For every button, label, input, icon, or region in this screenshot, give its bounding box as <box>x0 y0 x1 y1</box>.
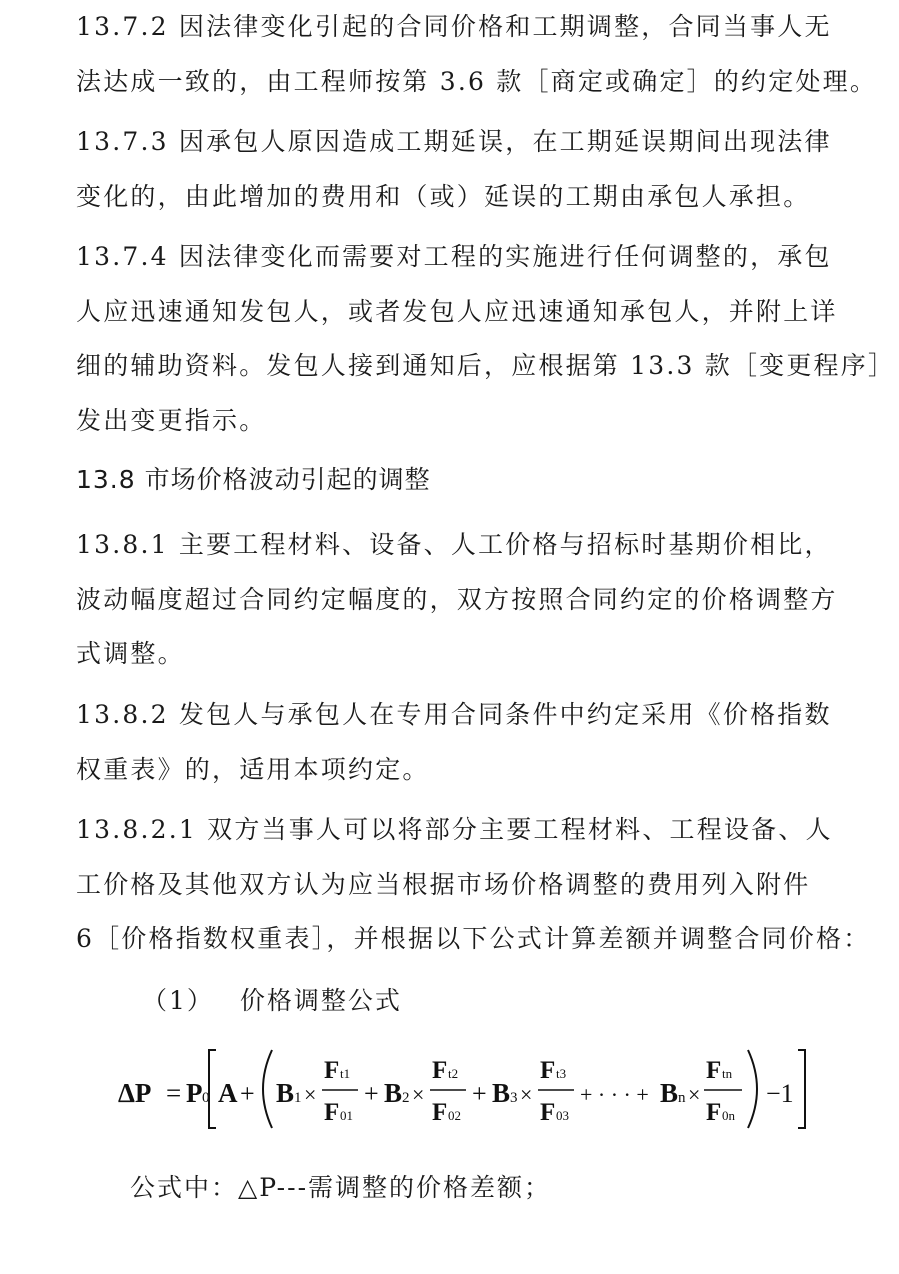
formula-a: A <box>218 1078 238 1108</box>
formula-b3: B <box>492 1078 511 1108</box>
clause-line: 细的辅助资料。发包人接到通知后，应根据第 13.3 款［变更程序］ <box>76 351 896 380</box>
formula-b1: B <box>276 1078 295 1108</box>
formula-p0-sub: 0 <box>202 1090 210 1106</box>
formula-number: （1） <box>142 986 214 1015</box>
formula-plus: + <box>472 1079 487 1108</box>
clause-line: 法达成一致的，由工程师按第 3.6 款［商定或确定］的约定处理。 <box>76 66 878 96</box>
clause-line: 人应迅速通知发包人，或者发包人应迅速通知承包人，并附上详 <box>76 296 838 326</box>
section-heading-13-8: 13.8 市场价格波动引起的调整 <box>76 465 431 494</box>
formula-times: × <box>412 1082 425 1107</box>
clause-13-7-2 <box>76 0 878 109</box>
clause-13-7-4 <box>76 230 896 448</box>
clause-line: 式调整。 <box>76 639 185 668</box>
clause-line: 13.7.4 因法律变化而需要对工程的实施进行任何调整的，承包 <box>76 242 832 271</box>
formula-b1-sub: 1 <box>294 1090 302 1106</box>
fraction-ft3: F <box>540 1057 556 1084</box>
right-square-bracket <box>798 1050 805 1128</box>
clause-line: 13.8.2 发包人与承包人在专用合同条件中约定采用《价格指数 <box>76 700 832 729</box>
fraction-ft1: F <box>324 1057 340 1084</box>
formula-lhs: ΔP <box>118 1078 152 1108</box>
formula-bn-sub: n <box>678 1090 686 1106</box>
fraction-f02-sub: 02 <box>448 1108 461 1123</box>
clause-line: 工价格及其他双方认为应当根据市场价格调整的费用列入附件 <box>76 869 811 899</box>
clause-line: 变化的，由此增加的费用和（或）延误的工期由承包人承担。 <box>76 181 811 211</box>
fraction-f03-sub: 03 <box>556 1108 569 1123</box>
formula-equals: = <box>166 1078 182 1108</box>
formula-times: × <box>304 1082 317 1107</box>
clause-line: 13.8.2.1 双方当事人可以将部分主要工程材料、工程设备、人 <box>76 815 833 844</box>
fraction-ftn: F <box>706 1057 722 1084</box>
left-square-bracket <box>209 1050 216 1128</box>
clause-13-8-2 <box>76 688 836 797</box>
formula-minus-one: −1 <box>766 1079 794 1108</box>
formula-note: 公式中：△P---需调整的价格差额； <box>130 1173 552 1202</box>
formula-bn: B <box>660 1078 679 1108</box>
fraction-ft1-sub: t1 <box>340 1066 351 1081</box>
formula-ellipsis: + · · · + <box>580 1082 649 1107</box>
formula-b2-sub: 2 <box>402 1090 410 1106</box>
clause-13-7-3 <box>76 115 836 224</box>
formula-p0: P <box>186 1078 203 1108</box>
clause-line: 发出变更指示。 <box>76 405 267 435</box>
formula-b2: B <box>384 1078 403 1108</box>
left-paren <box>263 1050 272 1128</box>
price-adjustment-formula <box>100 1040 820 1140</box>
formula-plus: + <box>364 1079 379 1108</box>
formula-title <box>142 979 402 1023</box>
fraction-f0n-sub: 0n <box>722 1108 735 1123</box>
fraction-f0n: F <box>706 1099 722 1126</box>
clause-line: 13.7.2 因法律变化引起的合同价格和工期调整，合同当事人无 <box>76 12 832 41</box>
right-paren <box>748 1050 757 1128</box>
fraction-ft2-sub: t2 <box>448 1066 459 1081</box>
clause-13-8-2-1 <box>76 803 871 967</box>
clause-13-8-1 <box>76 518 836 682</box>
formula-times: × <box>520 1082 533 1107</box>
fraction-ft2: F <box>432 1057 448 1084</box>
fraction-f01-sub: 01 <box>340 1108 353 1123</box>
formula-title-text: 价格调整公式 <box>239 986 402 1015</box>
clause-line: 6［价格指数权重表］，并根据以下公式计算差额并调整合同价格： <box>76 924 871 953</box>
fraction-f02: F <box>432 1099 448 1126</box>
clause-line: 13.8.1 主要工程材料、设备、人工价格与招标时基期价相比， <box>76 530 832 559</box>
formula-plus: + <box>240 1079 255 1108</box>
fraction-ft3-sub: t3 <box>556 1066 567 1081</box>
clause-line: 波动幅度超过合同约定幅度的，双方按照合同约定的价格调整方 <box>76 584 838 614</box>
clause-line: 13.7.3 因承包人原因造成工期延误，在工期延误期间出现法律 <box>76 127 832 156</box>
formula-b3-sub: 3 <box>510 1090 518 1106</box>
fraction-f01: F <box>324 1099 340 1126</box>
fraction-f03: F <box>540 1099 556 1126</box>
clause-line: 权重表》的，适用本项约定。 <box>76 754 430 784</box>
formula-times: × <box>688 1082 701 1107</box>
fraction-ftn-sub: tn <box>722 1066 733 1081</box>
